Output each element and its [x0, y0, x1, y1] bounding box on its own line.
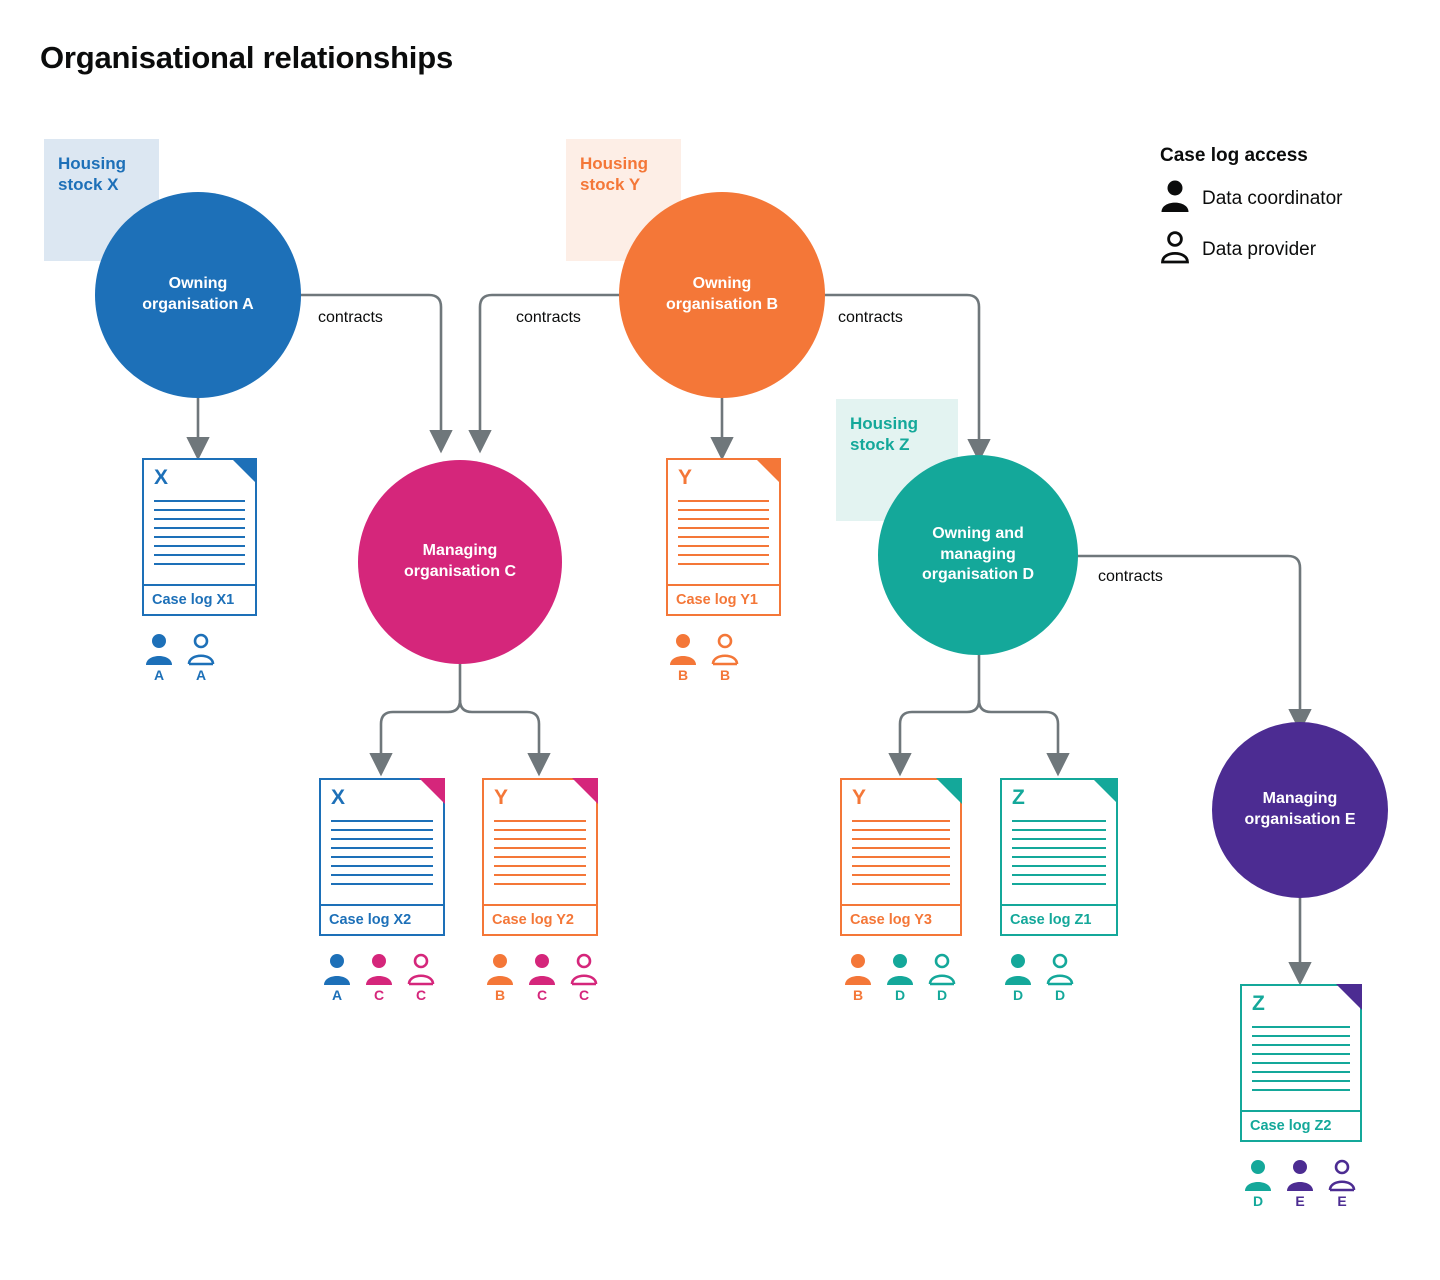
- access-person: [144, 632, 174, 683]
- org-e-line1: Managing: [1262, 790, 1338, 808]
- person-filled-icon: [144, 632, 174, 666]
- case-log-y2-letter: Y: [494, 786, 509, 809]
- access-label: A: [331, 987, 343, 1003]
- case-log-y3-divider: [840, 904, 962, 906]
- case-log-z2-divider: [1240, 1110, 1362, 1112]
- person-filled-icon: [1285, 1158, 1315, 1192]
- access-person: [885, 952, 915, 1003]
- case-log-z2-caption: Case log Z2: [1250, 1118, 1332, 1134]
- case-log-y2[interactable]: [482, 778, 598, 936]
- housing-stock-z-line2: stock Z: [850, 435, 910, 455]
- access-label: D: [936, 987, 948, 1003]
- edge-c-to-y2: [460, 700, 539, 766]
- org-b-line2: organisation B: [665, 296, 778, 313]
- access-label: B: [494, 987, 506, 1003]
- person-outline-icon: [1045, 952, 1075, 986]
- legend-label: Data provider: [1202, 238, 1317, 260]
- access-person: [364, 952, 394, 1003]
- person-filled-icon: [885, 952, 915, 986]
- case-log-z1-divider: [1000, 904, 1118, 906]
- person-filled-icon: [485, 952, 515, 986]
- case-log-x2-access: [322, 952, 436, 1003]
- case-log-z2-lines: [1252, 1026, 1350, 1098]
- case-log-y1-divider: [666, 584, 781, 586]
- legend-title: Case log access: [1160, 145, 1308, 166]
- person-outline-icon: [406, 952, 436, 986]
- case-log-y2-divider: [482, 904, 598, 906]
- case-log-y1-letter: Y: [678, 466, 693, 489]
- housing-stock-y-line2: stock Y: [580, 175, 641, 195]
- access-label: D: [1054, 987, 1066, 1003]
- access-label: B: [677, 667, 689, 683]
- access-label: A: [153, 667, 165, 683]
- access-label: D: [894, 987, 906, 1003]
- access-person: [1003, 952, 1033, 1003]
- edge-label-b-d: contracts: [838, 309, 903, 326]
- access-label: C: [536, 987, 548, 1003]
- access-label: D: [1012, 987, 1024, 1003]
- housing-stock-y-line1: Housing: [580, 154, 648, 173]
- case-log-y2-access: [485, 952, 599, 1003]
- org-c-node[interactable]: [358, 460, 562, 664]
- case-log-x2-lines: [331, 820, 433, 892]
- case-log-z2-access: [1243, 1158, 1357, 1209]
- org-d-line1: Owning and: [932, 524, 1024, 542]
- access-person: [1327, 1158, 1357, 1209]
- case-log-z1-lines: [1012, 820, 1106, 892]
- case-log-z2-letter: Z: [1252, 992, 1265, 1015]
- org-c-line1: Managing: [422, 542, 498, 560]
- org-d-line2: managing: [940, 545, 1016, 563]
- case-log-x2-letter: X: [331, 786, 346, 809]
- person-outline-icon: [1327, 1158, 1357, 1192]
- case-log-x2-caption: Case log X2: [329, 912, 412, 928]
- case-log-z1[interactable]: [1000, 778, 1118, 936]
- edge-label-a-c: contracts: [318, 309, 383, 326]
- access-person: [927, 952, 957, 1003]
- org-d-node[interactable]: [878, 455, 1078, 655]
- access-person: [1285, 1158, 1315, 1209]
- access-label: D: [1252, 1193, 1264, 1209]
- person-outline-icon: [1160, 230, 1190, 269]
- org-a-line2: organisation A: [142, 296, 254, 313]
- access-person: [668, 632, 698, 683]
- access-label: A: [195, 667, 207, 683]
- access-label: E: [1295, 1193, 1305, 1209]
- org-b-node[interactable]: [619, 192, 825, 398]
- person-filled-icon: [322, 952, 352, 986]
- legend-label: Data coordinator: [1202, 187, 1343, 209]
- access-person: [186, 632, 216, 683]
- housing-stock-x-line2: stock X: [58, 175, 119, 195]
- edge-d-to-z1: [979, 700, 1058, 766]
- case-log-y3-access: [843, 952, 957, 1003]
- access-person: [485, 952, 515, 1003]
- case-log-y3-lines: [852, 820, 950, 892]
- case-log-y3[interactable]: [840, 778, 962, 936]
- org-c-line2: organisation C: [403, 563, 516, 580]
- org-e-line2: organisation E: [1244, 811, 1356, 828]
- case-log-x2-divider: [319, 904, 445, 906]
- access-person: [406, 952, 436, 1003]
- person-filled-icon: [843, 952, 873, 986]
- case-log-x1-lines: [154, 500, 245, 572]
- case-log-x1[interactable]: [142, 458, 257, 616]
- access-person: [322, 952, 352, 1003]
- access-label: C: [415, 987, 427, 1003]
- edge-label-d-e: contracts: [1098, 568, 1163, 585]
- edge-label-b-c: contracts: [516, 309, 581, 326]
- access-label: B: [719, 667, 731, 683]
- person-filled-icon: [668, 632, 698, 666]
- org-e-node[interactable]: [1212, 722, 1388, 898]
- access-person: [843, 952, 873, 1003]
- legend-item-data-coordinator: [1160, 179, 1420, 218]
- case-log-y1-access: [668, 632, 740, 683]
- person-outline-icon: [927, 952, 957, 986]
- access-person: [710, 632, 740, 683]
- case-log-z1-letter: Z: [1012, 786, 1025, 809]
- org-a-node[interactable]: [95, 192, 301, 398]
- case-log-x2[interactable]: [319, 778, 445, 936]
- access-label: E: [1337, 1193, 1347, 1209]
- case-log-y1[interactable]: [666, 458, 781, 616]
- person-filled-icon: [1243, 1158, 1273, 1192]
- case-log-x1-access: [144, 632, 216, 683]
- org-a-line1: Owning: [168, 275, 228, 293]
- case-log-x1-letter: X: [154, 466, 169, 489]
- case-log-y3-letter: Y: [852, 786, 867, 809]
- case-log-y2-lines: [494, 820, 586, 892]
- person-outline-icon: [186, 632, 216, 666]
- person-filled-icon: [1003, 952, 1033, 986]
- edge-c-to-x2: [381, 660, 460, 766]
- edge-d-to-y3: [900, 638, 979, 766]
- org-d-line3: organisation D: [921, 566, 1034, 584]
- access-person: [1243, 1158, 1273, 1209]
- access-person: [527, 952, 557, 1003]
- access-label: C: [373, 987, 385, 1003]
- case-log-z1-access: [1003, 952, 1075, 1003]
- access-label: B: [852, 987, 864, 1003]
- access-person: [1045, 952, 1075, 1003]
- housing-stock-z-line1: Housing: [850, 414, 918, 433]
- person-filled-icon: [527, 952, 557, 986]
- person-outline-icon: [569, 952, 599, 986]
- case-log-z1-caption: Case log Z1: [1010, 912, 1092, 928]
- legend: [1160, 145, 1420, 281]
- person-filled-icon: [1160, 179, 1190, 218]
- person-filled-icon: [364, 952, 394, 986]
- org-b-line1: Owning: [692, 275, 752, 293]
- case-log-y3-caption: Case log Y3: [850, 912, 932, 928]
- case-log-y2-caption: Case log Y2: [492, 912, 574, 928]
- case-log-y1-lines: [678, 500, 769, 572]
- access-person: [569, 952, 599, 1003]
- page-title: Organisational relationships: [40, 40, 453, 75]
- housing-stock-x-line1: Housing: [58, 154, 126, 173]
- case-log-x1-divider: [142, 584, 257, 586]
- access-label: C: [578, 987, 590, 1003]
- legend-item-data-provider: [1160, 230, 1420, 269]
- case-log-z2[interactable]: [1240, 984, 1362, 1142]
- case-log-x1-caption: Case log X1: [152, 592, 235, 608]
- case-log-y1-caption: Case log Y1: [676, 592, 758, 608]
- person-outline-icon: [710, 632, 740, 666]
